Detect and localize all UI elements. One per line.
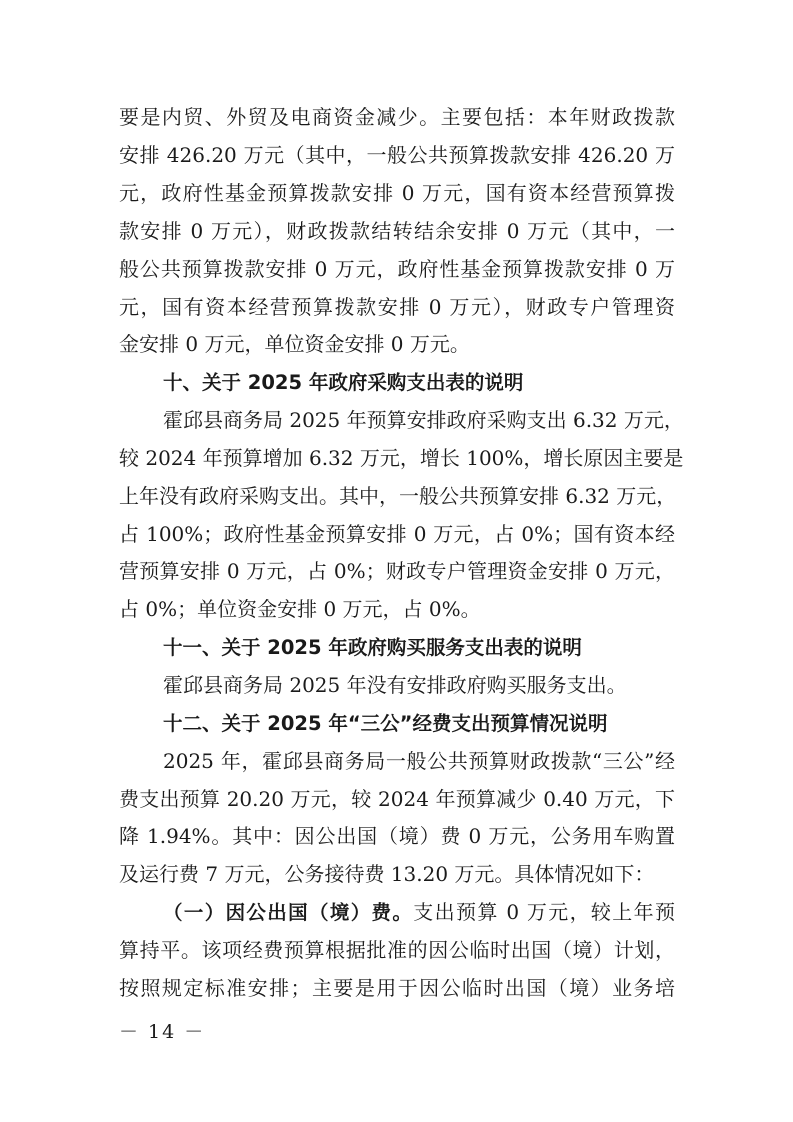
paragraph-line: 营预算安排 0 万元，占 0%；财政专户管理资金安排 0 万元，: [119, 559, 675, 583]
section-heading: 十二、关于 2025 年“三公”经费支出预算情况说明: [163, 712, 608, 735]
paragraph-line: 安排 426.20 万元（其中，一般公共预算拨款安排 426.20 万: [119, 143, 675, 167]
paragraph-line: 元，国有资本经营预算拨款安排 0 万元），财政专户管理资: [119, 295, 675, 319]
item-lead: （一）因公出国（境）费。: [163, 901, 414, 924]
paragraph-line: 霍邱县商务局 2025 年预算安排政府采购支出 6.32 万元，: [163, 408, 684, 432]
section-heading: 十、关于 2025 年政府采购支出表的说明: [163, 371, 524, 394]
paragraph-line: [163, 894, 675, 931]
paragraph-line: 上年没有政府采购支出。其中，一般公共预算安排 6.32 万元，: [119, 484, 677, 508]
section-heading: 十一、关于 2025 年政府购买服务支出表的说明: [163, 636, 582, 659]
paragraph-line: 霍邱县商务局 2025 年没有安排政府购买服务支出。: [163, 673, 627, 697]
paragraph-line: 算持平。该项经费预算根据批准的因公临时出国（境）计划，: [119, 938, 675, 962]
paragraph-line: 占 0%；单位资金安排 0 万元，占 0%。: [119, 597, 481, 621]
paragraph-line: 及运行费 7 万元，公务接待费 13.20 万元。具体情况如下：: [119, 862, 655, 886]
paragraph-line: 较 2024 年预算增加 6.32 万元，增长 100%，增长原因主要是: [119, 446, 684, 470]
paragraph-line: 按照规定标准安排；主要是用于因公临时出国（境）业务培: [119, 976, 675, 1000]
paragraph-line: 般公共预算拨款安排 0 万元，政府性基金预算拨款安排 0 万: [119, 257, 675, 281]
paragraph-line: 元，政府性基金预算拨款安排 0 万元，国有资本经营预算拨: [119, 181, 675, 205]
paragraph-line: 降 1.94%。其中：因公出国（境）费 0 万元，公务用车购置: [119, 824, 675, 848]
paragraph-line: 占 100%；政府性基金预算安排 0 万元，占 0%；国有资本经: [119, 522, 675, 546]
page-number: － 14 －: [119, 1021, 206, 1043]
paragraph-line: 费支出预算 20.20 万元，较 2024 年预算减少 0.40 万元，下: [119, 787, 675, 811]
paragraph-line: 2025 年，霍邱县商务局一般公共预算财政拨款“三公”经: [163, 749, 675, 773]
item-text: 支出预算 0 万元，较上年预: [413, 900, 675, 924]
paragraph-line: 金安排 0 万元，单位资金安排 0 万元。: [119, 332, 470, 356]
paragraph-line: 款安排 0 万元），财政拨款结转结余安排 0 万元（其中，一: [119, 219, 675, 243]
paragraph-line: 要是内贸、外贸及电商资金减少。主要包括：本年财政拨款: [119, 105, 675, 129]
